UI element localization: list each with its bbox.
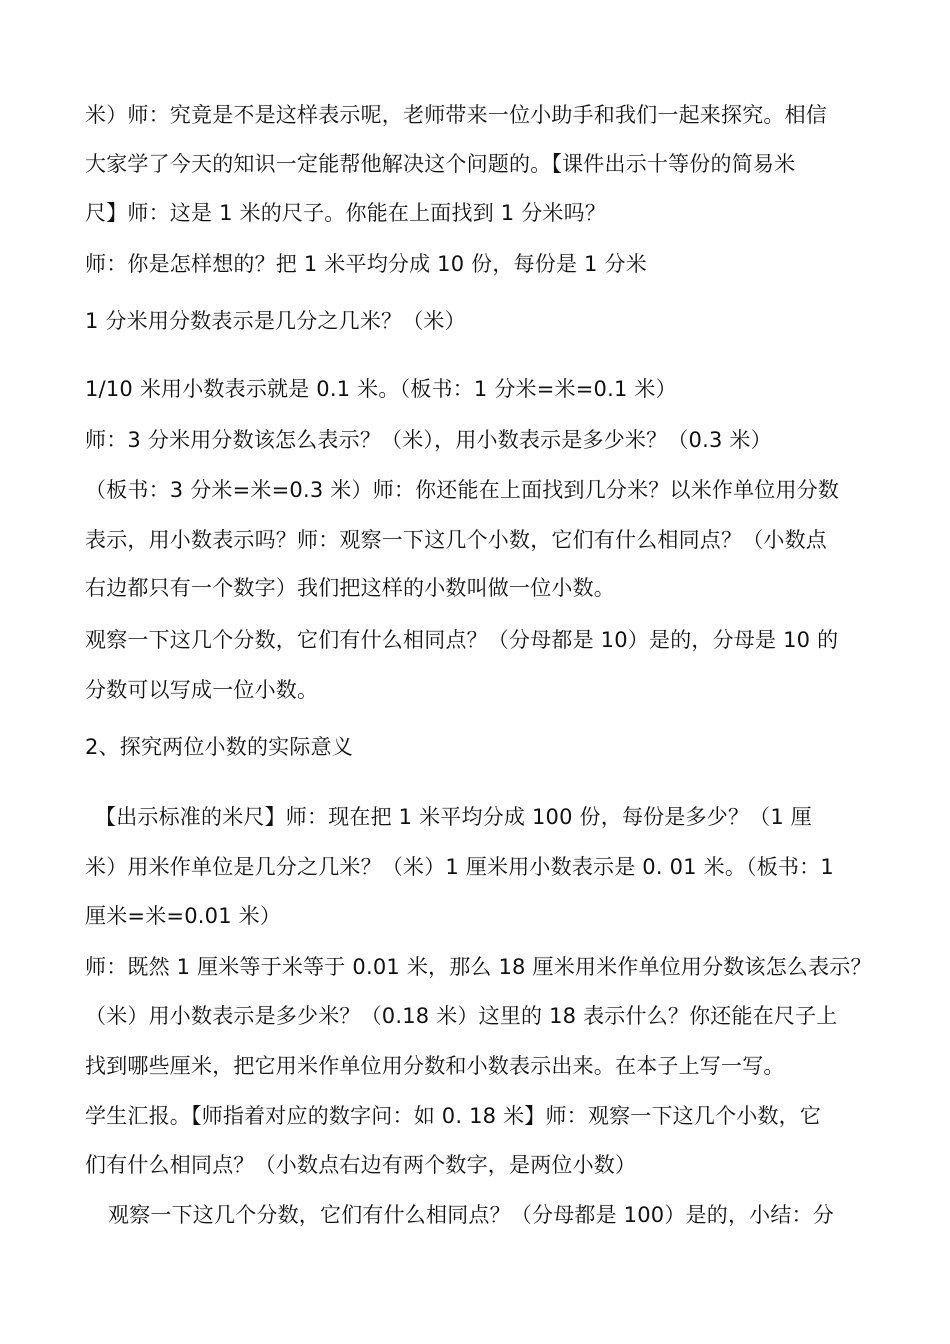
paragraph-line: 观察一下这几个分数，它们有什么相同点？（分母都是 10）是的，分母是 10 的 [85, 628, 839, 652]
paragraph-line: 师：既然 1 厘米等于米等于 0.01 米，那么 18 厘米用米作单位用分数该怎么表示？ [85, 955, 872, 979]
paragraph-line: 大家学了今天的知识一定能帮他解决这个问题的。【课件出示十等份的简易米 [85, 152, 796, 176]
paragraph-line: 右边都只有一个数字）我们把这样的小数叫做一位小数。 [85, 576, 615, 600]
paragraph-line: 学生汇报。【师指着对应的数字问：如 0. 18 米】师：观察一下这几个小数，它 [85, 1104, 822, 1128]
paragraph-line: 米）用米作单位是几分之几米？（米）1 厘米用小数表示是 0. 01 米。（板书：1 [85, 855, 834, 879]
paragraph-line: （米）用小数表示是多少米？（0.18 米）这里的 18 表示什么？你还能在尺子上 [85, 1004, 838, 1028]
paragraph-line: 师：你是怎样想的？把 1 米平均分成 10 份，每份是 1 分米 [85, 252, 647, 276]
section-heading: 2、探究两位小数的实际意义 [85, 735, 353, 759]
paragraph-line: 【出示标准的米尺】师：现在把 1 米平均分成 100 份，每份是多少？（1 厘 [95, 805, 812, 829]
paragraph-line: 1 分米用分数表示是几分之几米？（米） [85, 309, 466, 333]
paragraph-line: 米）师：究竟是不是这样表示呢，老师带来一位小助手和我们一起来探究。相信 [85, 103, 827, 127]
paragraph-line: 观察一下这几个分数，它们有什么相同点？（分母都是 100）是的，小结：分 [108, 1203, 834, 1227]
paragraph-line: （板书：3 分米=米=0.3 米）师：你还能在上面找到几分米？以米作单位用分数 [85, 478, 840, 502]
paragraph-line: 表示，用小数表示吗？师：观察一下这几个小数，它们有什么相同点？（小数点 [85, 528, 827, 552]
paragraph-line: 分数可以写成一位小数。 [85, 678, 319, 702]
paragraph-line: 师：3 分米用分数该怎么表示？（米），用小数表示是多少米？（0.3 米） [85, 428, 772, 452]
paragraph-line: 找到哪些厘米，把它用米作单位用分数和小数表示出来。在本子上写一写。 [85, 1054, 785, 1078]
paragraph-line: 们有什么相同点？（小数点右边有两个数字，是两位小数） [85, 1153, 637, 1177]
paragraph-line: 厘米=米=0.01 米） [85, 904, 282, 928]
paragraph-line: 尺】师：这是 1 米的尺子。你能在上面找到 1 分米吗？ [85, 201, 607, 225]
paragraph-line: 1/10 米用小数表示就是 0.1 米。（板书：1 分米=米=0.1 米） [85, 377, 677, 401]
